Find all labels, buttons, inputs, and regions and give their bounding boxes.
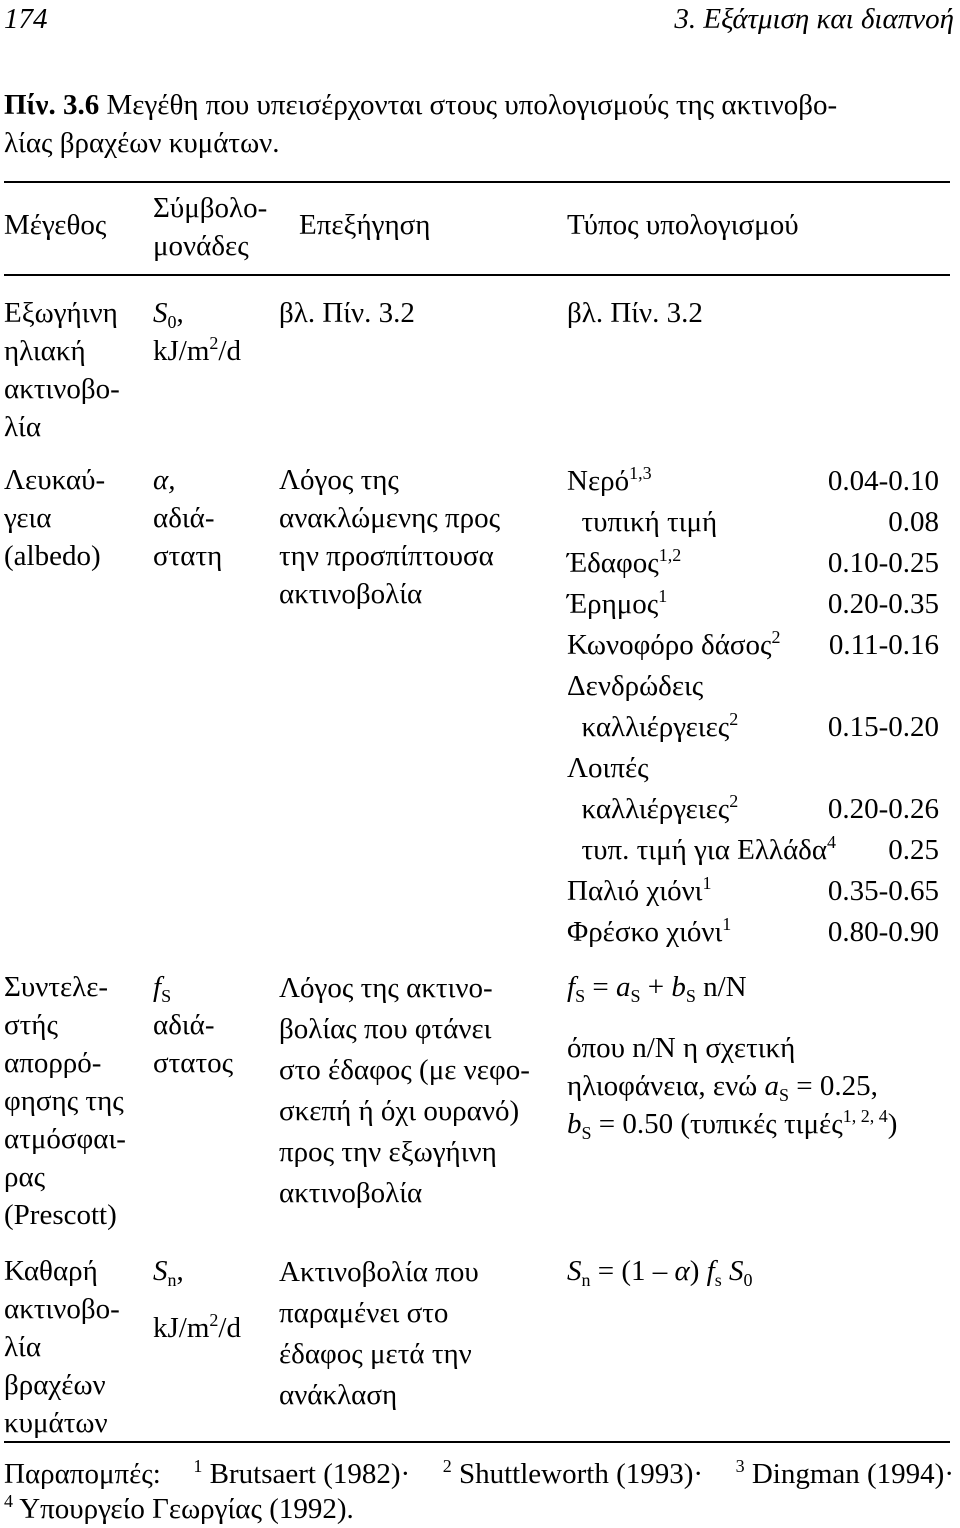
row4-unit-base: kJ/m [153,1312,210,1344]
row3-symbol [153,968,233,1082]
r4-formula-close: ) [689,1255,707,1287]
note-l2-pre: ηλιοφάνεια, ενώ [567,1070,765,1102]
r4-formula-s-sub: n [581,1270,591,1290]
row1-symbol [153,294,184,332]
row2-quantity-l2: γεια [4,502,52,534]
row3-quantity-l5: ατμόσφαι- [4,1123,126,1155]
row4-unit [153,1309,241,1347]
albedo-row [567,830,939,871]
top-rule [4,181,950,183]
formula-tail: n/N [695,971,747,1003]
row3-quantity-l3: απορρό- [4,1047,102,1079]
row4-formula [567,1252,753,1290]
albedo-surface-ref: 1 [722,914,732,934]
albedo-surface-name: Δενδρώδεις [567,670,704,702]
note-l3-end: ) [887,1108,898,1140]
albedo-surface-value: 0.80-0.90 [827,916,939,948]
header-calculation: Τύπος υπολογισμού [567,209,799,241]
row3-symbol-letter: f [153,971,162,1003]
row2-symbol [153,461,222,575]
albedo-row [567,912,939,953]
albedo-surface-name: καλλιέργειες [567,711,730,743]
reference-3-num: 3 [735,1456,745,1476]
albedo-surface-value: 0.11-0.16 [828,629,939,661]
row2-symbol-letter: α, [153,464,176,496]
albedo-surface-ref: 1,3 [629,463,652,483]
note-l3-sup: 1, 2, 4 [842,1106,888,1126]
albedo-surface-value: 0.10-0.25 [827,547,939,579]
albedo-row [567,871,939,912]
formula-f: f [567,971,576,1003]
albedo-row [567,461,939,502]
reference-3 [736,1455,954,1493]
header-symbol-line1: Σύμβολο- [153,192,268,224]
row2-quantity [4,461,105,575]
reference-3-text: Dingman (1994)· [751,1458,954,1490]
row1-unit [153,332,241,370]
row4-symbol [153,1252,184,1290]
caption-line2: λίας βραχέων κυμάτων. [4,127,280,159]
reference-1-num: 1 [193,1456,203,1476]
row1-explanation: βλ. Πίν. 3.2 [279,297,415,329]
row4-quantity-l3: λία [4,1331,42,1363]
row3-symbol-desc-l2: στατος [153,1047,234,1079]
table-caption [4,86,837,124]
row2-explanation-l1: Λόγος της [279,464,399,496]
row1-quantity-l4: λία [4,411,42,443]
row3-explanation-l5: προς την εξωγήινη [279,1136,497,1168]
formula-b: b [671,971,686,1003]
header-quantity: Μέγεθος [4,209,107,241]
albedo-surface-value: 0.08 [888,506,939,538]
reference-4-text: Υπουργείο Γεωργίας (1992). [19,1493,354,1525]
row3-quantity-l7: (Prescott) [4,1199,117,1231]
albedo-surface-value: 0.35-0.65 [827,875,939,907]
r4-formula-f-sub: s [714,1270,722,1290]
row1-symbol-rest: , [176,297,184,329]
r4-formula-sp [722,1255,729,1287]
row4-explanation-l1: Ακτινοβολία που [279,1256,479,1288]
formula-a: a [615,971,631,1003]
references-line2 [4,1490,354,1528]
formula-eq: = [585,971,616,1003]
row1-symbol-sub: 0 [167,312,177,332]
albedo-surface-name: Κωνοφόρο δάσος [567,629,772,661]
row2-symbol-desc-l2: στατη [153,540,223,572]
reference-2-text: Shuttleworth (1993)· [458,1458,704,1490]
row4-quantity-l4: βραχέων [4,1369,106,1401]
caption-line1: Μεγέθη που υπεισέρχονται στους υπολογισμούς της ακτινοβο- [99,89,838,121]
r4-formula-alpha: α [674,1255,690,1287]
row4-quantity [4,1252,120,1442]
r4-formula-eq: = (1 – [590,1255,675,1287]
row3-quantity-l4: φησης της [4,1085,124,1117]
albedo-surface-name: Έδαφος [567,547,659,579]
formula-f-sub: S [575,986,586,1006]
r4-formula-f: f [706,1255,715,1287]
row3-symbol-sub: S [161,986,172,1006]
row3-note-l2 [567,1067,897,1105]
albedo-surface-name: τυπική τιμή [567,506,718,538]
row2-quantity-l3: (albedo) [4,540,101,572]
row3-note [567,1029,897,1143]
row4-explanation-l3: έδαφος μετά την [279,1338,472,1370]
row1-unit-base: kJ/m [153,335,210,367]
row2-explanation-l3: την προσπίπτουσα [279,540,494,572]
albedo-row [567,707,939,748]
albedo-surface-value: 0.15-0.20 [827,711,939,743]
row4-quantity-l1: Καθαρή [4,1255,98,1287]
row3-explanation-l6: ακτινοβολία [279,1177,423,1209]
row1-quantity-l3: ακτινοβο- [4,373,120,405]
row1-quantity [4,294,120,446]
r4-formula-s0-sub: 0 [743,1270,753,1290]
row4-quantity-l5: κυμάτων [4,1407,108,1439]
row3-explanation [279,968,530,1214]
header-symbol-line2: μονάδες [153,230,249,262]
albedo-surface-name: Παλιό χιόνι [567,875,703,907]
formula-a-sub: S [630,986,641,1006]
albedo-surface-ref: 4 [827,832,837,852]
header-explanation: Επεξήγηση [299,209,431,241]
row1-quantity-l1: Εξωγήινη [4,297,118,329]
albedo-row [567,789,939,830]
references-line1 [4,1455,954,1493]
row1-unit-sup: 2 [209,333,219,353]
row4-explanation [279,1252,479,1416]
caption-label: Πίν. 3.6 [4,89,100,121]
albedo-surface-ref: 2 [771,627,781,647]
albedo-surface-value: 0.20-0.26 [827,793,939,825]
albedo-surface-name: Νερό [567,465,630,497]
row4-quantity-l2: ακτινοβο- [4,1293,120,1325]
albedo-surface-value: 0.20-0.35 [827,588,939,620]
references-label: Παραπομπές: [4,1458,161,1490]
albedo-surface-ref: 1 [702,873,712,893]
r4-formula-s: S [567,1255,582,1287]
row3-explanation-l3: στο έδαφος (με νεφο- [279,1054,530,1086]
page-number: 174 [4,3,48,35]
row3-quantity [4,968,126,1234]
albedo-surface-name: καλλιέργειες [567,793,730,825]
albedo-surface-ref: 2 [729,791,739,811]
r4-formula-s0: S [729,1255,744,1287]
albedo-surface-ref: 2 [729,709,739,729]
note-l2-a: a [764,1070,780,1102]
reference-4-num: 4 [4,1491,13,1511]
running-title: 3. Εξάτμιση και διαπνοή [674,3,954,35]
row4-symbol-letter: S [153,1255,168,1287]
albedo-row [567,584,939,625]
albedo-row [567,502,939,543]
row3-quantity-l2: στής [4,1009,58,1041]
row2-explanation [279,461,500,613]
row3-explanation-l1: Λόγος της ακτινο- [279,972,493,1004]
row4-unit-rest: /d [218,1312,241,1344]
note-l3-mid: = 0.50 (τυπικές τιμές [591,1108,843,1140]
row2-explanation-l4: ακτινοβολία [279,578,423,610]
row1-symbol-letter: S [153,297,168,329]
row3-formula [567,968,747,1006]
bottom-rule [4,1441,950,1443]
row1-calculation: βλ. Πίν. 3.2 [567,297,703,329]
row2-quantity-l1: Λευκαύ- [4,464,106,496]
albedo-surface-list [567,461,939,953]
albedo-surface-value: 0.25 [888,834,939,866]
formula-plus: + [640,971,672,1003]
albedo-surface-name: Φρέσκο χιόνι [567,916,723,948]
row4-symbol-sub: n [167,1270,177,1290]
row4-symbol-rest: , [176,1255,184,1287]
note-l2-sub: S [779,1085,790,1105]
albedo-row [567,666,939,707]
row3-explanation-l2: βολίας που φτάνει [279,1013,492,1045]
albedo-surface-name: τυπ. τιμή για Ελλάδα [567,834,828,866]
reference-2-num: 2 [442,1456,452,1476]
row3-note-l3 [567,1105,897,1143]
row3-note-l1: όπου n/N η σχετική [567,1032,796,1064]
row3-explanation-l4: σκεπή ή όχι ουρανό) [279,1095,520,1127]
row3-quantity-l1: Συντελε- [4,971,109,1003]
reference-1 [193,1455,410,1493]
row1-quantity-l2: ηλιακή [4,335,86,367]
albedo-surface-ref: 1,2 [658,545,682,565]
header-rule [4,274,950,276]
row4-explanation-l4: ανάκλαση [279,1379,398,1411]
row1-unit-rest: /d [218,335,241,367]
row2-explanation-l2: ανακλώμενης προς [279,502,501,534]
row3-symbol-desc-l1: αδιά- [153,1009,215,1041]
albedo-row [567,625,939,666]
row4-unit-sup: 2 [209,1310,219,1330]
albedo-surface-value: 0.04-0.10 [827,465,939,497]
row4-explanation-l2: παραμένει στο [279,1297,449,1329]
row2-symbol-desc-l1: αδιά- [153,502,215,534]
formula-b-sub: S [685,986,696,1006]
reference-1-text: Brutsaert (1982)· [209,1458,411,1490]
albedo-surface-name: Έρημος [567,588,659,620]
albedo-surface-ref: 1 [658,586,668,606]
note-l3-sub: S [581,1123,592,1143]
note-l2-post: = 0.25, [789,1070,878,1102]
albedo-row [567,543,939,584]
note-l3-b: b [567,1108,582,1140]
albedo-row [567,748,939,789]
albedo-surface-name: Λοιπές [567,752,649,784]
reference-2 [443,1455,703,1493]
row3-quantity-l6: ρας [4,1161,46,1193]
